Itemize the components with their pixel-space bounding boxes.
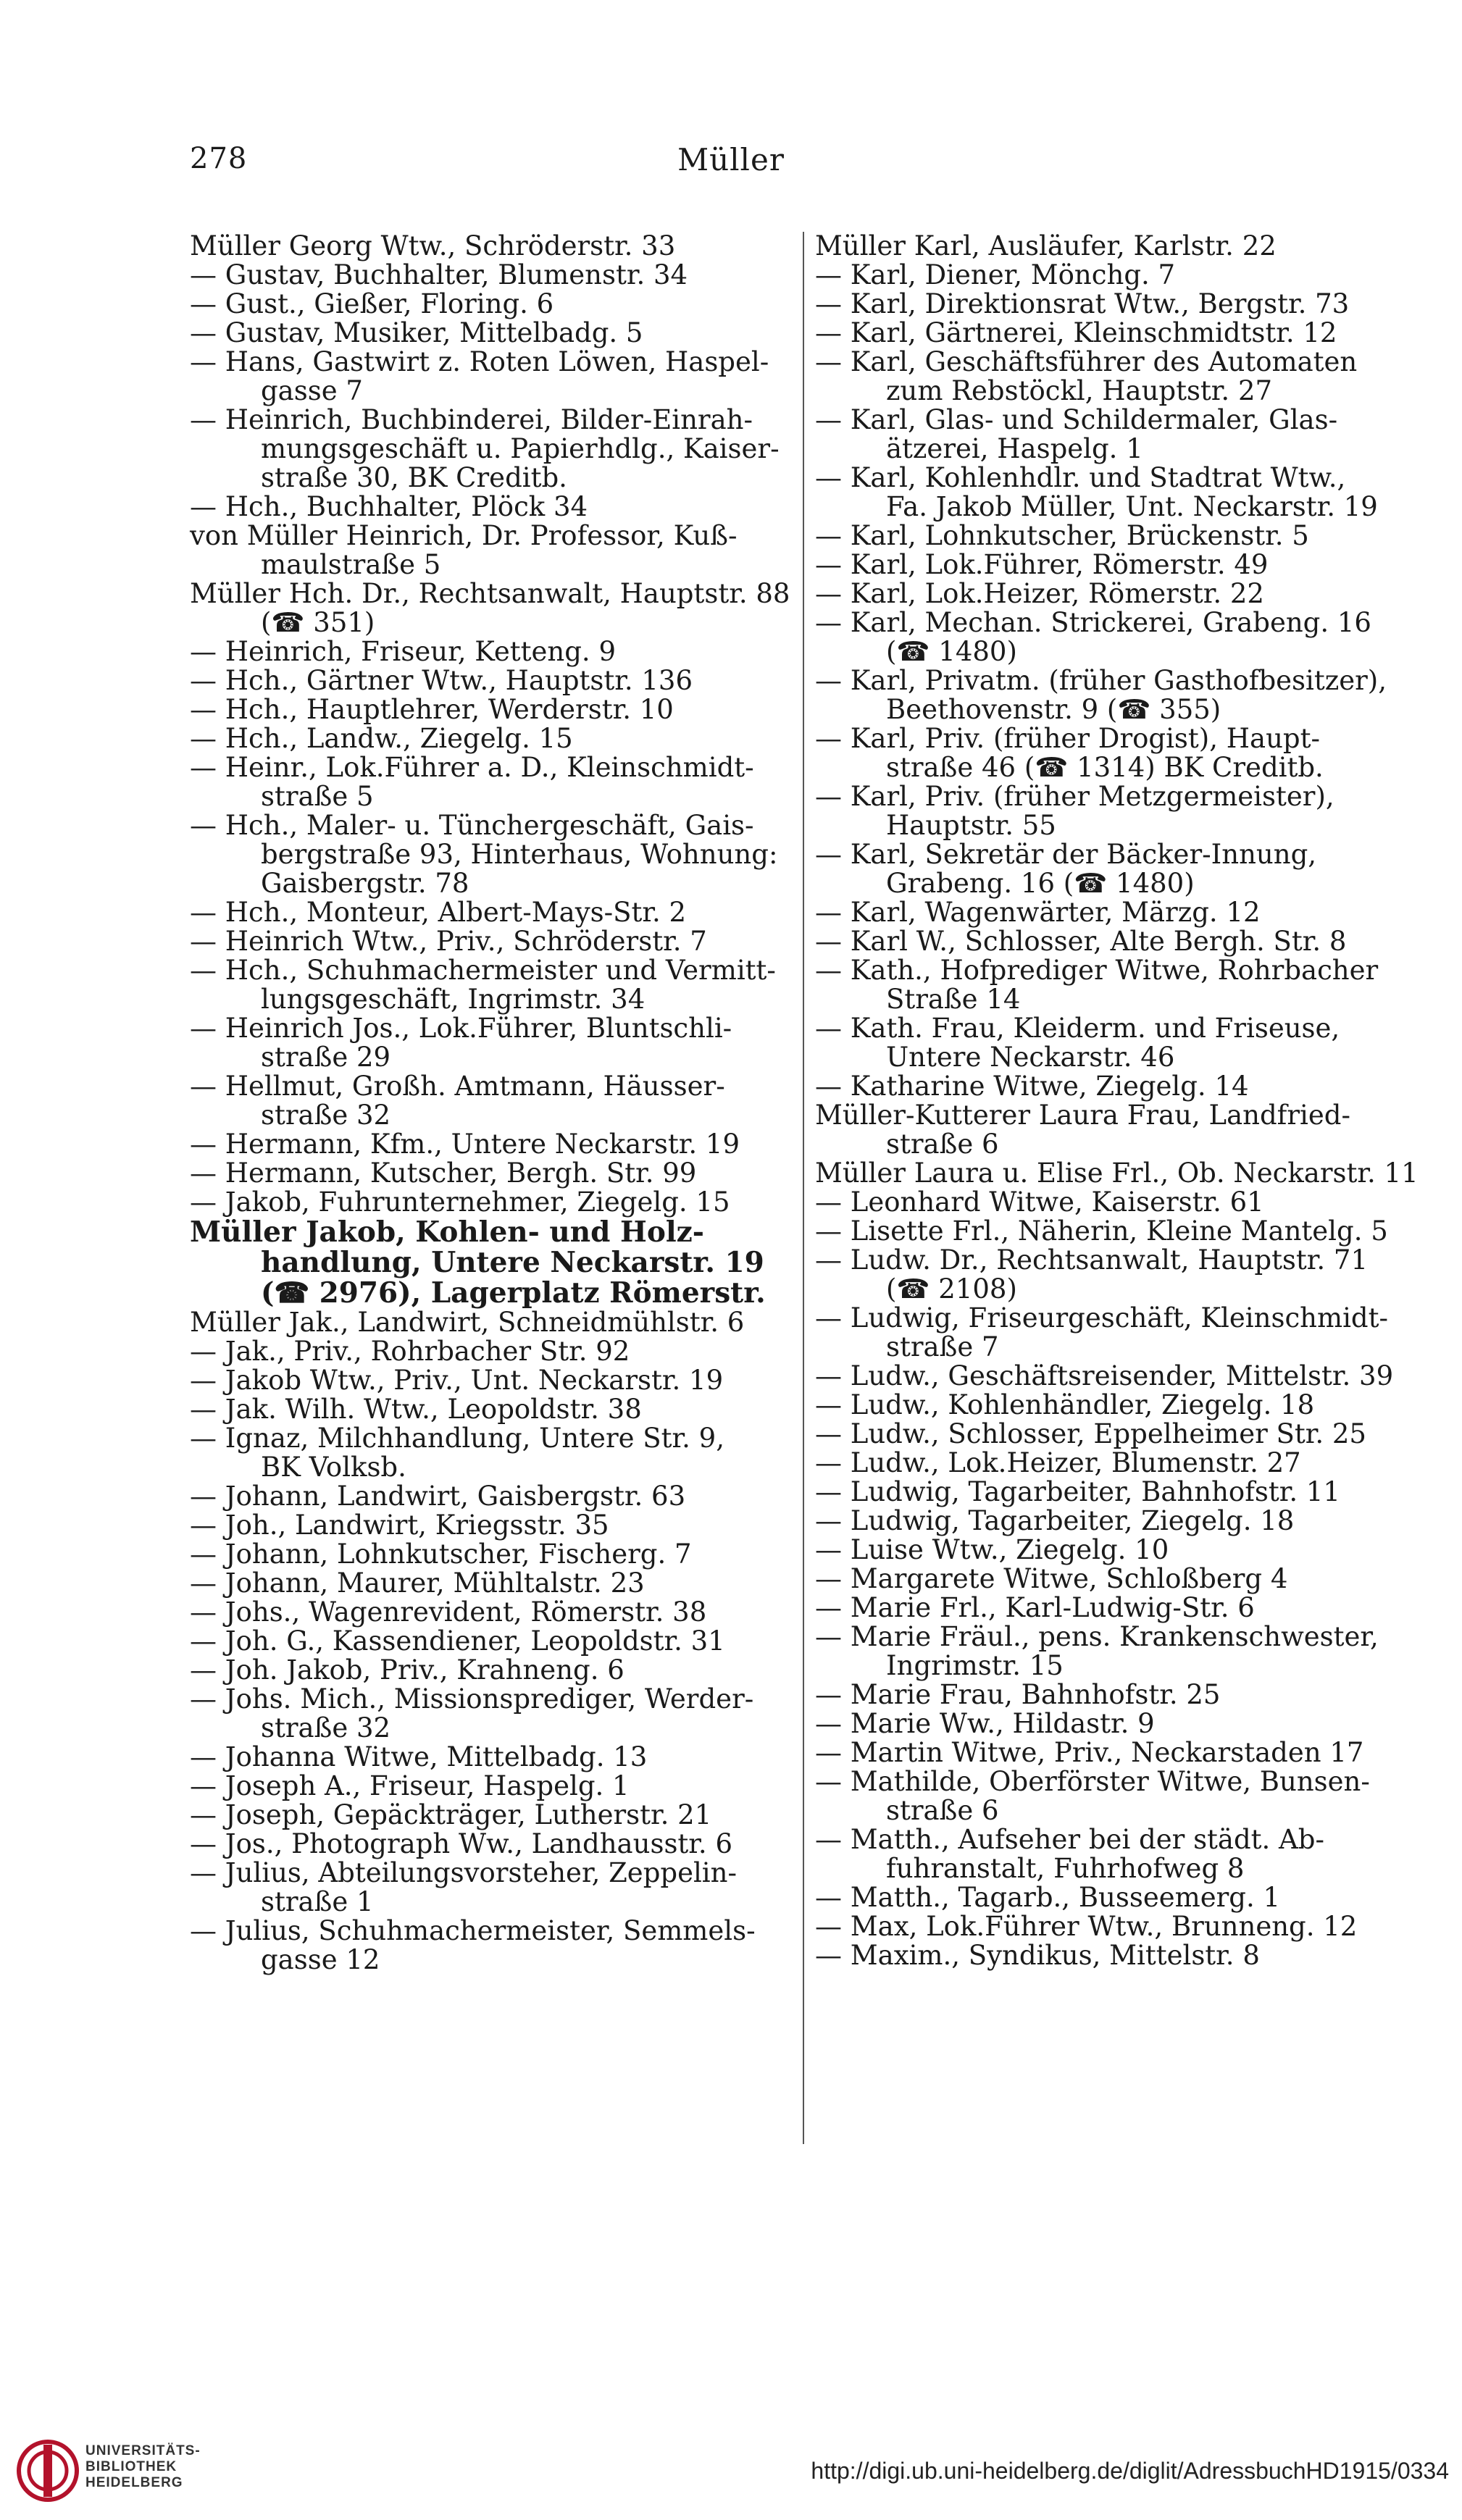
entry-first-line: — Joseph, Gepäckträger, Lutherstr. 21 <box>190 1799 712 1830</box>
directory-entry <box>815 319 1424 348</box>
directory-entry <box>815 782 1424 840</box>
directory-entry <box>815 1680 1424 1709</box>
directory-entry <box>815 464 1424 522</box>
entry-first-line: — Karl, Lok.Heizer, Römerstr. 22 <box>815 578 1264 609</box>
entry-first-line: — Max, Lok.Führer Wtw., Brunneng. 12 <box>815 1911 1358 1942</box>
entry-continuation-line: Fa. Jakob Müller, Unt. Neckarstr. 19 <box>886 491 1378 522</box>
entry-first-line: — Karl, Mechan. Strickerei, Grabeng. 16 <box>815 607 1371 638</box>
directory-entry <box>190 1130 791 1159</box>
entry-first-line: — Joseph A., Friseur, Haspelg. 1 <box>190 1770 630 1801</box>
entry-continuation-line: straße 32 <box>261 1100 391 1131</box>
directory-entry <box>190 319 791 348</box>
entry-first-line: von Müller Heinrich, Dr. Professor, Kuß- <box>190 520 738 551</box>
library-name <box>85 2443 201 2491</box>
entry-first-line: — Ludwig, Tagarbeiter, Ziegelg. 18 <box>815 1505 1295 1536</box>
entry-continuation-line: straße 6 <box>886 1795 999 1826</box>
entry-first-line: — Karl, Gärtnerei, Kleinschmidtstr. 12 <box>815 317 1337 348</box>
directory-entry <box>190 493 791 522</box>
directory-entry <box>190 1772 791 1801</box>
entry-first-line: — Ludwig, Tagarbeiter, Bahnhofstr. 11 <box>815 1476 1340 1507</box>
directory-entry <box>190 1801 791 1830</box>
entry-first-line: — Karl, Sekretär der Bäcker-Innung, <box>815 839 1317 870</box>
directory-entry <box>815 261 1424 290</box>
directory-entry <box>190 579 791 637</box>
directory-entry <box>815 1246 1424 1304</box>
entry-first-line: — Marie Frl., Karl-Ludwig-Str. 6 <box>815 1592 1255 1623</box>
entry-first-line: — Heinrich, Friseur, Ketteng. 9 <box>190 636 616 667</box>
directory-entry <box>815 1883 1424 1912</box>
directory-entry <box>190 1598 791 1627</box>
directory-entry <box>815 1014 1424 1072</box>
entry-first-line: — Jakob Wtw., Priv., Unt. Neckarstr. 19 <box>190 1365 724 1396</box>
entry-continuation-line: (☎ 351) <box>261 607 375 638</box>
entry-first-line: — Katharine Witwe, Ziegelg. 14 <box>815 1071 1249 1102</box>
directory-entry <box>190 1366 791 1395</box>
entry-first-line: — Hch., Landw., Ziegelg. 15 <box>190 723 573 754</box>
entry-first-line: — Hch., Gärtner Wtw., Hauptstr. 136 <box>190 665 693 696</box>
entry-first-line: Müller Georg Wtw., Schröderstr. 33 <box>190 230 676 261</box>
entry-first-line: — Heinrich Wtw., Priv., Schröderstr. 7 <box>190 926 707 957</box>
entry-first-line: — Julius, Schuhmachermeister, Semmels- <box>190 1915 756 1946</box>
entry-first-line: — Ignaz, Milchhandlung, Untere Str. 9, <box>190 1423 724 1454</box>
directory-entry <box>190 348 791 406</box>
directory-entry <box>815 1159 1424 1188</box>
entry-first-line: — Karl W., Schlosser, Alte Bergh. Str. 8 <box>815 926 1347 957</box>
entry-first-line: — Maxim., Syndikus, Mittelstr. 8 <box>815 1940 1260 1971</box>
entry-continuation-line: lungsgeschäft, Ingrimstr. 34 <box>261 984 646 1015</box>
directory-entry <box>190 1859 791 1917</box>
entry-continuation-line: maulstraße 5 <box>261 549 441 580</box>
entry-continuation-line: Grabeng. 16 (☎ 1480) <box>886 868 1195 899</box>
entry-first-line: — Johs. Mich., Missionsprediger, Werder- <box>190 1683 754 1715</box>
directory-entry <box>190 1569 791 1598</box>
directory-entry <box>815 290 1424 319</box>
entry-first-line: — Karl, Wagenwärter, Märzg. 12 <box>815 897 1261 928</box>
directory-entry <box>815 1217 1424 1246</box>
entry-first-line: — Johann, Lohnkutscher, Fischerg. 7 <box>190 1539 692 1570</box>
entry-first-line: — Joh., Landwirt, Kriegsstr. 35 <box>190 1510 609 1541</box>
entry-first-line: — Jos., Photograph Ww., Landhausstr. 6 <box>190 1828 732 1859</box>
entry-continuation-line: Beethovenstr. 9 (☎ 355) <box>886 694 1221 725</box>
directory-entry <box>190 1308 791 1337</box>
directory-entry <box>815 1391 1424 1420</box>
entry-first-line: — Jak. Wilh. Wtw., Leopoldstr. 38 <box>190 1394 642 1425</box>
entry-first-line: — Lisette Frl., Näherin, Kleine Mantelg. 5 <box>815 1215 1388 1247</box>
directory-entry <box>190 522 791 579</box>
entry-first-line: — Karl, Direktionsrat Wtw., Bergstr. 73 <box>815 288 1350 319</box>
page-number: 278 <box>190 142 248 175</box>
entry-first-line: — Joh. G., Kassendiener, Leopoldstr. 31 <box>190 1625 725 1657</box>
entry-first-line: — Gustav, Buchhalter, Blumenstr. 34 <box>190 259 688 290</box>
directory-entry <box>190 666 791 695</box>
directory-entry <box>190 1337 791 1366</box>
entry-first-line: — Johann, Maurer, Mühltalstr. 23 <box>190 1567 645 1599</box>
entry-first-line: — Gust., Gießer, Floring. 6 <box>190 288 554 319</box>
entry-first-line: — Karl, Priv. (früher Metzgermeister), <box>815 781 1334 812</box>
entry-first-line: Müller Hch. Dr., Rechtsanwalt, Hauptstr. 88 <box>190 578 790 609</box>
source-url[interactable]: http://digi.ub.uni-heidelberg.de/diglit/AdressbuchHD1915/0334 <box>811 2458 1449 2484</box>
entry-first-line: — Ludw., Lok.Heizer, Blumenstr. 27 <box>815 1447 1301 1478</box>
entry-first-line: — Hermann, Kfm., Untere Neckarstr. 19 <box>190 1129 740 1160</box>
directory-entry <box>815 1738 1424 1767</box>
entry-first-line: — Jakob, Fuhrunternehmer, Ziegelg. 15 <box>190 1186 730 1218</box>
entry-first-line: — Hellmut, Großh. Amtmann, Häusser- <box>190 1071 725 1102</box>
directory-entry <box>815 551 1424 579</box>
directory-entry <box>190 1830 791 1859</box>
directory-entry <box>815 840 1424 898</box>
directory-entry <box>815 1507 1424 1536</box>
entry-first-line: Müller-Kutterer Laura Frau, Landfried- <box>815 1100 1350 1131</box>
entry-continuation-line: bergstraße 93, Hinterhaus, Wohnung: <box>261 839 778 870</box>
directory-entry <box>815 1188 1424 1217</box>
entry-first-line: — Joh. Jakob, Priv., Krahneng. 6 <box>190 1654 625 1686</box>
directory-entry <box>190 1217 791 1308</box>
directory-entry <box>815 406 1424 464</box>
directory-entry <box>815 1449 1424 1478</box>
entry-first-line: — Martin Witwe, Priv., Neckarstaden 17 <box>815 1737 1364 1768</box>
entry-first-line: — Karl, Lohnkutscher, Brückenstr. 5 <box>815 520 1309 551</box>
directory-entry <box>815 608 1424 666</box>
directory-entry <box>190 1424 791 1482</box>
entry-continuation-line: handlung, Untere Neckarstr. 19 <box>261 1246 764 1279</box>
entry-first-line: — Karl, Diener, Mönchg. 7 <box>815 259 1176 290</box>
directory-entry <box>190 753 791 811</box>
directory-entry <box>815 1420 1424 1449</box>
directory-entry <box>190 1627 791 1656</box>
entry-first-line: — Johann, Landwirt, Gaisbergstr. 63 <box>190 1481 686 1512</box>
column-divider <box>803 232 804 2144</box>
entry-first-line: — Karl, Glas- und Schildermaler, Glas- <box>815 404 1338 435</box>
directory-entry <box>190 811 791 898</box>
entry-continuation-line: straße 7 <box>886 1331 999 1362</box>
entry-first-line: — Johanna Witwe, Mittelbadg. 13 <box>190 1741 648 1772</box>
directory-entry <box>190 1014 791 1072</box>
directory-entry <box>190 1072 791 1130</box>
entry-continuation-line: BK Volksb. <box>261 1452 406 1483</box>
entry-first-line: — Ludw., Kohlenhändler, Ziegelg. 18 <box>815 1389 1315 1420</box>
right-column <box>815 232 1424 1970</box>
directory-entry <box>190 956 791 1014</box>
directory-entry <box>815 348 1424 406</box>
entry-first-line: — Marie Ww., Hildastr. 9 <box>815 1708 1155 1739</box>
directory-entry <box>190 232 791 261</box>
entry-continuation-line: straße 1 <box>261 1886 374 1917</box>
entry-continuation-line: straße 29 <box>261 1042 391 1073</box>
directory-entry <box>815 522 1424 551</box>
directory-entry <box>815 1941 1424 1970</box>
entry-first-line: — Luise Wtw., Ziegelg. 10 <box>815 1534 1169 1565</box>
entry-first-line: — Kath. Frau, Kleiderm. und Friseuse, <box>815 1013 1340 1044</box>
entry-continuation-line: Untere Neckarstr. 46 <box>886 1042 1175 1073</box>
directory-entry <box>815 1101 1424 1159</box>
entry-continuation-line: zum Rebstöckl, Hauptstr. 27 <box>886 375 1273 406</box>
entry-continuation-line: gasse 7 <box>261 375 363 406</box>
entry-first-line: — Matth., Aufseher bei der städt. Ab- <box>815 1824 1324 1855</box>
entry-continuation-line: straße 32 <box>261 1712 391 1744</box>
directory-entry <box>815 1536 1424 1565</box>
entry-continuation-line: fuhranstalt, Fuhrhofweg 8 <box>886 1853 1245 1884</box>
entry-first-line: — Ludwig, Friseurgeschäft, Kleinschmidt- <box>815 1302 1388 1334</box>
entry-first-line: — Marie Fräul., pens. Krankenschwester, <box>815 1621 1379 1652</box>
directory-entry <box>190 1540 791 1569</box>
entry-first-line: — Ludw., Schlosser, Eppelheimer Str. 25 <box>815 1418 1366 1449</box>
directory-entry <box>190 637 791 666</box>
directory-entry <box>815 1912 1424 1941</box>
library-name-line2: BIBLIOTHEK <box>85 2459 177 2474</box>
entry-first-line: — Karl, Privatm. (früher Gasthofbesitzer), <box>815 665 1387 696</box>
directory-entry <box>815 724 1424 782</box>
entry-first-line: — Heinr., Lok.Führer a. D., Kleinschmidt- <box>190 752 754 783</box>
entry-first-line: — Hermann, Kutscher, Bergh. Str. 99 <box>190 1158 697 1189</box>
directory-entry <box>190 695 791 724</box>
entry-continuation-line: (☎ 1480) <box>886 636 1017 667</box>
entry-first-line: — Mathilde, Oberförster Witwe, Bunsen- <box>815 1766 1370 1797</box>
footer <box>0 2423 1462 2520</box>
directory-entry <box>190 1656 791 1685</box>
directory-entry <box>815 232 1424 261</box>
running-head: Müller <box>677 142 785 177</box>
library-logo-icon <box>14 2437 81 2504</box>
directory-entry <box>815 1623 1424 1680</box>
directory-entry <box>815 1304 1424 1362</box>
directory-entry <box>815 1825 1424 1883</box>
directory-entry <box>190 1482 791 1511</box>
directory-entry <box>815 1709 1424 1738</box>
entry-continuation-line: straße 30, BK Creditb. <box>261 462 567 493</box>
directory-entry <box>815 1362 1424 1391</box>
directory-entry <box>190 261 791 290</box>
directory-entry <box>190 1743 791 1772</box>
entry-first-line: — Margarete Witwe, Schloßberg 4 <box>815 1563 1288 1594</box>
entry-first-line: — Heinrich, Buchbinderei, Bilder-Einrah- <box>190 404 753 435</box>
entry-first-line: — Leonhard Witwe, Kaiserstr. 61 <box>815 1186 1264 1218</box>
directory-entry <box>190 1685 791 1743</box>
library-name-line1: UNIVERSITÄTS- <box>85 2443 201 2458</box>
entry-continuation-line: (☎ 2976), Lagerplatz Römerstr. <box>261 1276 766 1310</box>
entry-first-line: — Hch., Schuhmachermeister und Vermitt- <box>190 955 776 986</box>
directory-entry <box>190 1511 791 1540</box>
directory-entry <box>190 1917 791 1975</box>
directory-entry <box>190 290 791 319</box>
entry-continuation-line: straße 46 (☎ 1314) BK Creditb. <box>886 752 1324 783</box>
directory-entry <box>815 1072 1424 1101</box>
entry-first-line: — Ludw., Geschäftsreisender, Mittelstr. 39 <box>815 1360 1394 1391</box>
entry-first-line: — Hch., Buchhalter, Plöck 34 <box>190 491 588 522</box>
entry-continuation-line: gasse 12 <box>261 1944 380 1975</box>
entry-first-line: — Hch., Hauptlehrer, Werderstr. 10 <box>190 694 674 725</box>
entry-first-line: — Hans, Gastwirt z. Roten Löwen, Haspel- <box>190 346 769 377</box>
entry-continuation-line: mungsgeschäft u. Papierhdlg., Kaiser- <box>261 433 780 464</box>
entry-first-line: — Hch., Monteur, Albert-Mays-Str. 2 <box>190 897 687 928</box>
directory-entry <box>815 1565 1424 1594</box>
entry-first-line: — Karl, Priv. (früher Drogist), Haupt- <box>815 723 1320 754</box>
entry-continuation-line: straße 6 <box>886 1129 999 1160</box>
directory-entry <box>815 927 1424 956</box>
entry-first-line: — Karl, Kohlenhdlr. und Stadtrat Wtw., <box>815 462 1346 493</box>
entry-first-line: — Johs., Wagenrevident, Römerstr. 38 <box>190 1596 707 1628</box>
directory-entry <box>815 1594 1424 1623</box>
entry-first-line: — Hch., Maler- u. Tünchergeschäft, Gais- <box>190 810 754 841</box>
directory-entry <box>190 898 791 927</box>
entry-continuation-line: Hauptstr. 55 <box>886 810 1056 841</box>
directory-entry <box>190 406 791 493</box>
entry-first-line: Müller Jakob, Kohlen- und Holz- <box>190 1215 704 1249</box>
entry-first-line: — Julius, Abteilungsvorsteher, Zeppelin- <box>190 1857 737 1888</box>
entry-first-line: — Karl, Lok.Führer, Römerstr. 49 <box>815 549 1269 580</box>
entry-continuation-line: Ingrimstr. 15 <box>886 1650 1064 1681</box>
directory-entry <box>190 1188 791 1217</box>
entry-first-line: Müller Jak., Landwirt, Schneidmühlstr. 6 <box>190 1307 745 1338</box>
entry-first-line: — Ludw. Dr., Rechtsanwalt, Hauptstr. 71 <box>815 1244 1369 1276</box>
directory-entry <box>815 898 1424 927</box>
directory-entry <box>815 1767 1424 1825</box>
entry-first-line: — Jak., Priv., Rohrbacher Str. 92 <box>190 1336 630 1367</box>
directory-entry <box>190 1395 791 1424</box>
entry-first-line: Müller Laura u. Elise Frl., Ob. Neckarstr. 11 <box>815 1158 1419 1189</box>
directory-entry <box>815 666 1424 724</box>
entry-continuation-line: (☎ 2108) <box>886 1273 1017 1305</box>
entry-first-line: — Matth., Tagarb., Busseemerg. 1 <box>815 1882 1281 1913</box>
entry-continuation-line: Straße 14 <box>886 984 1021 1015</box>
directory-entry <box>815 1478 1424 1507</box>
library-name-line3: HEIDELBERG <box>85 2475 183 2490</box>
directory-entry <box>815 956 1424 1014</box>
directory-entry <box>815 579 1424 608</box>
directory-entry <box>190 927 791 956</box>
entry-continuation-line: straße 5 <box>261 781 374 812</box>
directory-entry <box>190 1159 791 1188</box>
entry-continuation-line: ätzerei, Haspelg. 1 <box>886 433 1143 464</box>
entry-first-line: — Gustav, Musiker, Mittelbadg. 5 <box>190 317 643 348</box>
entry-first-line: — Kath., Hofprediger Witwe, Rohrbacher <box>815 955 1379 986</box>
entry-first-line: Müller Karl, Ausläufer, Karlstr. 22 <box>815 230 1277 261</box>
entry-first-line: — Heinrich Jos., Lok.Führer, Bluntschli- <box>190 1013 732 1044</box>
entry-first-line: — Karl, Geschäftsführer des Automaten <box>815 346 1358 377</box>
left-column <box>190 232 791 1975</box>
entry-first-line: — Marie Frau, Bahnhofstr. 25 <box>815 1679 1221 1710</box>
entry-continuation-line: Gaisbergstr. 78 <box>261 868 469 899</box>
directory-entry <box>190 724 791 753</box>
